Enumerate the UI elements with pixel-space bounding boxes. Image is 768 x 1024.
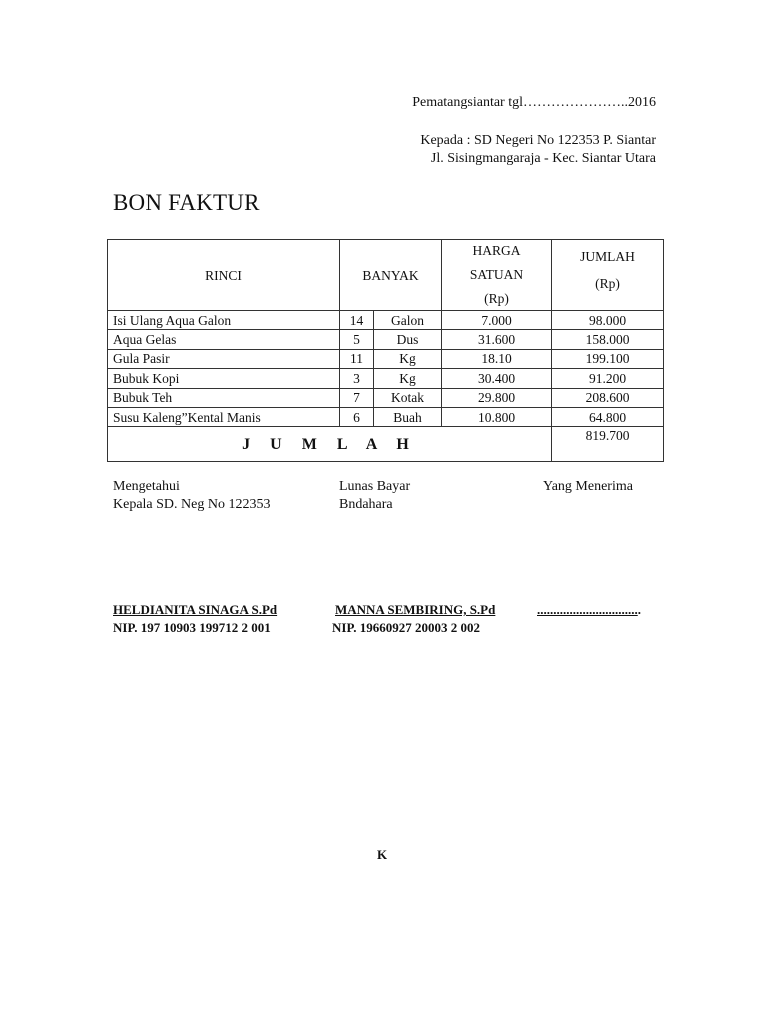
recipient-line-2: Jl. Sisingmangaraja - Kec. Siantar Utara [430, 151, 656, 166]
item-unit: Kg [374, 349, 442, 368]
left-role-2: Kepala SD. Neg No 122353 [113, 497, 271, 512]
total-value: 819.700 [552, 427, 664, 462]
header-banyak: BANYAK [340, 240, 442, 311]
signature-right-roles [543, 478, 633, 496]
header-jumlah-line-2: (Rp) [595, 276, 620, 291]
item-qty: 11 [340, 349, 374, 368]
table-row [108, 369, 664, 388]
table-row [108, 330, 664, 349]
right-signer-name: ............................... [537, 602, 638, 617]
item-name: Bubuk Kopi [108, 369, 340, 388]
signature-left-roles [113, 478, 270, 514]
header-rinci: RINCI [108, 240, 340, 311]
table-row [108, 388, 664, 407]
item-name: Gula Pasir [108, 349, 340, 368]
item-price: 31.600 [442, 330, 552, 349]
date-line: Pematangsiantar tgl…………………..2016 [412, 95, 656, 110]
item-total: 208.600 [552, 388, 664, 407]
header-harga-line-2: SATUAN [469, 267, 524, 282]
item-unit: Buah [374, 407, 442, 426]
item-total: 91.200 [552, 369, 664, 388]
item-price: 18.10 [442, 349, 552, 368]
item-qty: 7 [340, 388, 374, 407]
recipient-line-1: Kepada : SD Negeri No 122353 P. Siantar [420, 133, 656, 148]
header-harga [442, 240, 552, 311]
middle-role-2: Bndahara [339, 497, 393, 512]
middle-signer-name: MANNA SEMBIRING, S.Pd [335, 602, 496, 617]
total-label: J U M L A H [108, 427, 552, 462]
item-total: 98.000 [552, 311, 664, 330]
right-signer-name-tail: . [637, 602, 641, 617]
signature-right-name-block [537, 601, 641, 620]
item-name: Bubuk Teh [108, 388, 340, 407]
item-price: 10.800 [442, 407, 552, 426]
header-jumlah [552, 240, 664, 311]
total-row [108, 427, 664, 462]
document-title: BON FAKTUR [113, 190, 260, 215]
signature-middle-name-block [332, 601, 495, 637]
middle-signer-nip: NIP. 19660927 20003 2 002 [332, 620, 480, 635]
item-unit: Dus [374, 330, 442, 349]
item-unit: Galon [374, 311, 442, 330]
item-qty: 5 [340, 330, 374, 349]
signature-left-name-block [113, 601, 277, 637]
right-role-1: Yang Menerima [543, 479, 633, 494]
recipient-block [420, 132, 656, 168]
table-row [108, 349, 664, 368]
left-signer-nip: NIP. 197 10903 199712 2 001 [113, 620, 271, 635]
item-name: Aqua Gelas [108, 330, 340, 349]
invoice-table [107, 239, 664, 462]
item-total: 64.800 [552, 407, 664, 426]
signature-middle-roles [339, 478, 410, 514]
header-harga-line-3: (Rp) [484, 291, 509, 306]
item-qty: 3 [340, 369, 374, 388]
item-unit: Kg [374, 369, 442, 388]
item-total: 158.000 [552, 330, 664, 349]
item-price: 30.400 [442, 369, 552, 388]
item-name: Susu Kaleng”Kental Manis [108, 407, 340, 426]
item-name: Isi Ulang Aqua Galon [108, 311, 340, 330]
middle-role-1: Lunas Bayar [339, 479, 411, 494]
item-qty: 6 [340, 407, 374, 426]
table-header-row [108, 240, 664, 311]
item-price: 29.800 [442, 388, 552, 407]
footer-mark: K [377, 847, 388, 862]
left-signer-name: HELDIANITA SINAGA S.Pd [113, 602, 278, 617]
table-row [108, 407, 664, 426]
table-row [108, 311, 664, 330]
item-qty: 14 [340, 311, 374, 330]
header-jumlah-line-1: JUMLAH [580, 249, 635, 264]
left-role-1: Mengetahui [113, 479, 180, 494]
item-price: 7.000 [442, 311, 552, 330]
item-unit: Kotak [374, 388, 442, 407]
item-total: 199.100 [552, 349, 664, 368]
header-harga-line-1: HARGA [472, 243, 521, 258]
